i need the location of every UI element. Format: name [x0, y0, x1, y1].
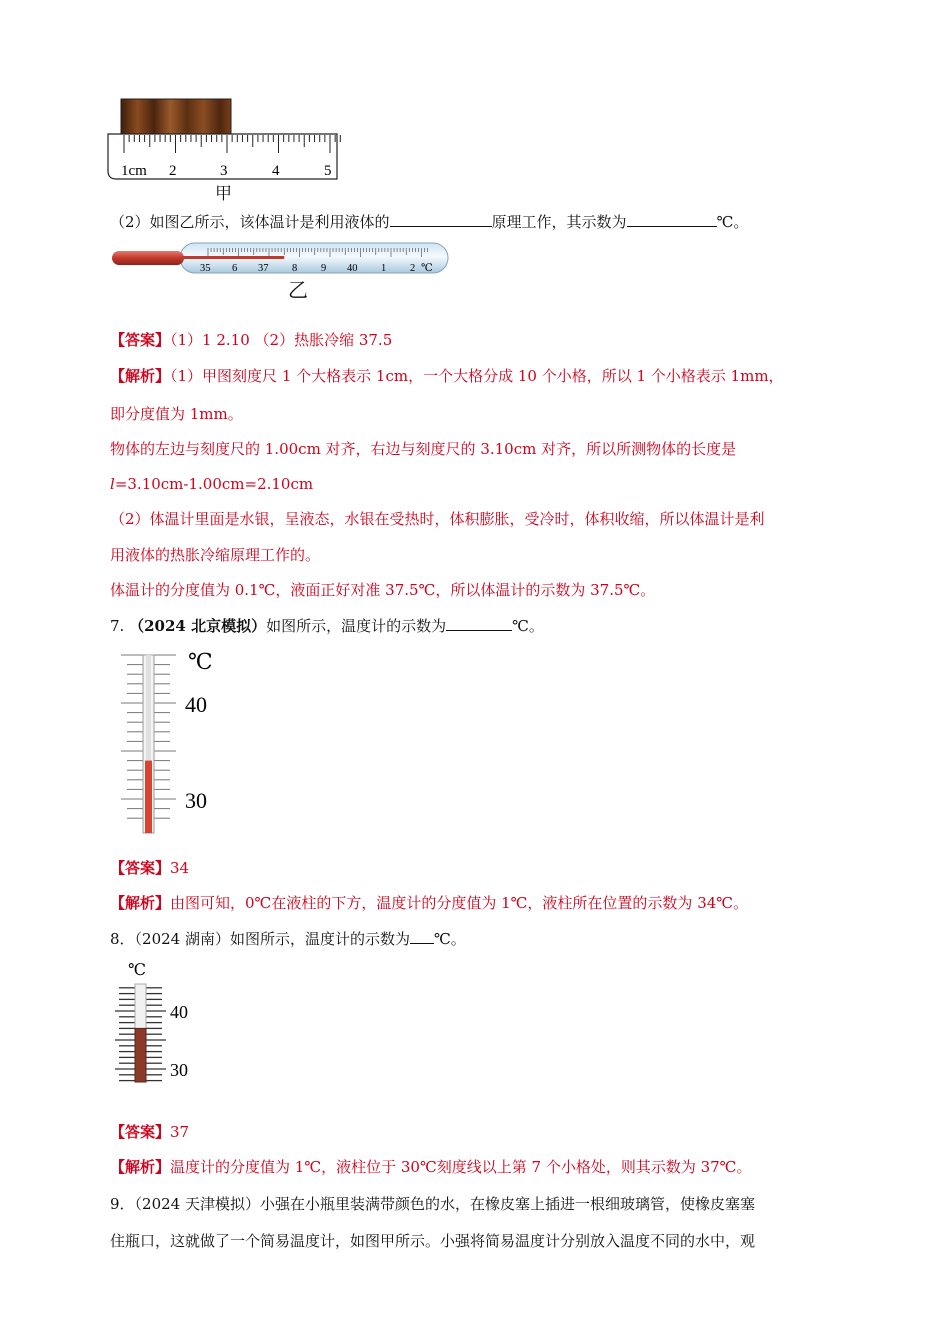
scale-label-30: 30 [170, 1060, 188, 1080]
ruler-figure [100, 95, 350, 204]
question-text: 如图所示，温度计的示数为 [230, 930, 411, 948]
clinical-caption: 乙 [288, 278, 308, 302]
answer-text: 37 [170, 1123, 190, 1141]
q6-analysis-line1 [110, 366, 784, 386]
q7-analysis [110, 893, 748, 913]
question-text: 如图所示，温度计的示数为 [266, 617, 447, 635]
answer-tag: 【答案】 [110, 1123, 171, 1141]
q8-thermometer-figure [108, 958, 208, 1086]
question-source: （2024 湖南） [134, 930, 230, 948]
ruler-label-1cm: 1cm [121, 163, 147, 179]
answer-blank [410, 929, 434, 944]
scale-label: 6 [232, 263, 238, 274]
q7-thermometer-diagram [108, 645, 238, 840]
q7-thermometer-figure [108, 645, 238, 840]
q6-analysis-line6: 用液体的热胀冷缩原理工作的。 [110, 546, 321, 564]
wooden-block [121, 99, 231, 134]
analysis-tag: 【解析】 [110, 894, 171, 912]
scale-label: 8 [292, 263, 298, 274]
clinical-thermometer-diagram [108, 240, 453, 278]
ruler-caption: 甲 [215, 184, 232, 204]
q8-answer [110, 1122, 189, 1142]
q6-analysis-line3: 物体的左边与刻度尺的 1.00cm 对齐，右边与刻度尺的 3.10cm 对齐，所以所测物体的长度是 [110, 440, 737, 458]
scale-label-30: 30 [185, 788, 207, 813]
answer-text: （1）1 2.10 （2）热胀冷缩 37.5 [170, 331, 393, 349]
question-number: 9． [110, 1195, 135, 1213]
q6-part2-middle: 原理工作，其示数为 [491, 213, 627, 231]
question-9-line1 [110, 1194, 755, 1214]
analysis-text: 温度计的分度值为 1℃，液柱位于 30℃刻度线以上第 7 个小格处，则其示数为 37℃。 [170, 1158, 752, 1176]
analysis-tag: 【解析】 [110, 1158, 171, 1176]
answer-tag: 【答案】 [110, 859, 171, 877]
q6-analysis-line2: 即分度值为 1mm。 [110, 405, 243, 423]
scale-label: 37 [258, 263, 269, 274]
q6-analysis-line5: （2）体温计里面是水银，呈液态，水银在受热时，体积膨胀，受冷时，体积收缩，所以体温计是利 [110, 510, 765, 528]
q6-part2-prefix: （2）如图乙所示，该体温计是利用液体的 [110, 213, 390, 231]
analysis-tag: 【解析】 [110, 367, 171, 385]
answer-blank [446, 616, 512, 631]
q6-answer [110, 330, 392, 350]
ruler-label-5: 5 [324, 163, 332, 179]
q6-part2-text [110, 212, 748, 232]
answer-text: 34 [170, 859, 190, 877]
q7-answer [110, 858, 189, 878]
ruler-label-3: 3 [220, 163, 228, 179]
question-source: （2024 北京模拟） [129, 617, 267, 635]
question-number: 7. [110, 617, 125, 635]
scale-label: 35 [200, 263, 211, 274]
question-unit: ℃。 [434, 930, 466, 948]
scale-label: 2 [410, 263, 416, 274]
analysis-text: 由图可知，0℃在液柱的下方，温度计的分度值为 1℃，液柱所在位置的示数为 34℃。 [170, 894, 749, 912]
liquid-column [135, 1028, 146, 1082]
q8-analysis [110, 1157, 751, 1177]
question-source: （2024 天津模拟） [134, 1195, 260, 1213]
question-9-line2: 住瓶口，这就做了一个简易温度计，如图甲所示。小强将简易温度计分别放入温度不同的水中，观 [110, 1232, 756, 1250]
ruler-diagram [100, 95, 350, 185]
question-7 [110, 616, 544, 636]
question-text: 小强在小瓶里装满带颜色的水，在橡皮塞上插进一根细玻璃管，使橡皮塞塞 [260, 1195, 756, 1213]
liquid-column [145, 761, 152, 833]
scale-label: 40 [347, 263, 358, 274]
scale-label: 9 [321, 263, 327, 274]
scale-label: 1 [381, 263, 387, 274]
answer-blank [390, 212, 492, 227]
thermometer-bulb [112, 251, 184, 265]
unit-label: ℃ [128, 962, 146, 979]
scale-label-40: 40 [185, 692, 207, 717]
scale-label: ℃ [421, 263, 433, 274]
length-variable: l [110, 475, 115, 493]
length-formula: =3.10cm-1.00cm=2.10cm [114, 475, 314, 493]
q8-thermometer-diagram [108, 958, 208, 1086]
q6-analysis-line7: 体温计的分度值为 0.1℃，液面正好对准 37.5℃，所以体温计的示数为 37.5℃。 [110, 581, 656, 599]
question-unit: ℃。 [512, 617, 544, 635]
clinical-thermometer-figure [108, 240, 453, 302]
q6-part2-unit: ℃。 [716, 213, 749, 231]
ruler-label-2: 2 [169, 163, 177, 179]
question-number: 8． [110, 930, 135, 948]
analysis-text: （1）甲图刻度尺 1 个大格表示 1cm，一个大格分成 10 个小格，所以 1 个小格表示 1mm， [170, 367, 784, 385]
q6-analysis-line4 [110, 474, 313, 494]
scale-label-40: 40 [170, 1002, 188, 1022]
answer-blank [627, 212, 717, 227]
ruler-label-4: 4 [272, 163, 280, 179]
answer-tag: 【答案】 [110, 331, 171, 349]
question-8 [110, 929, 466, 949]
unit-label: ℃ [188, 649, 213, 674]
